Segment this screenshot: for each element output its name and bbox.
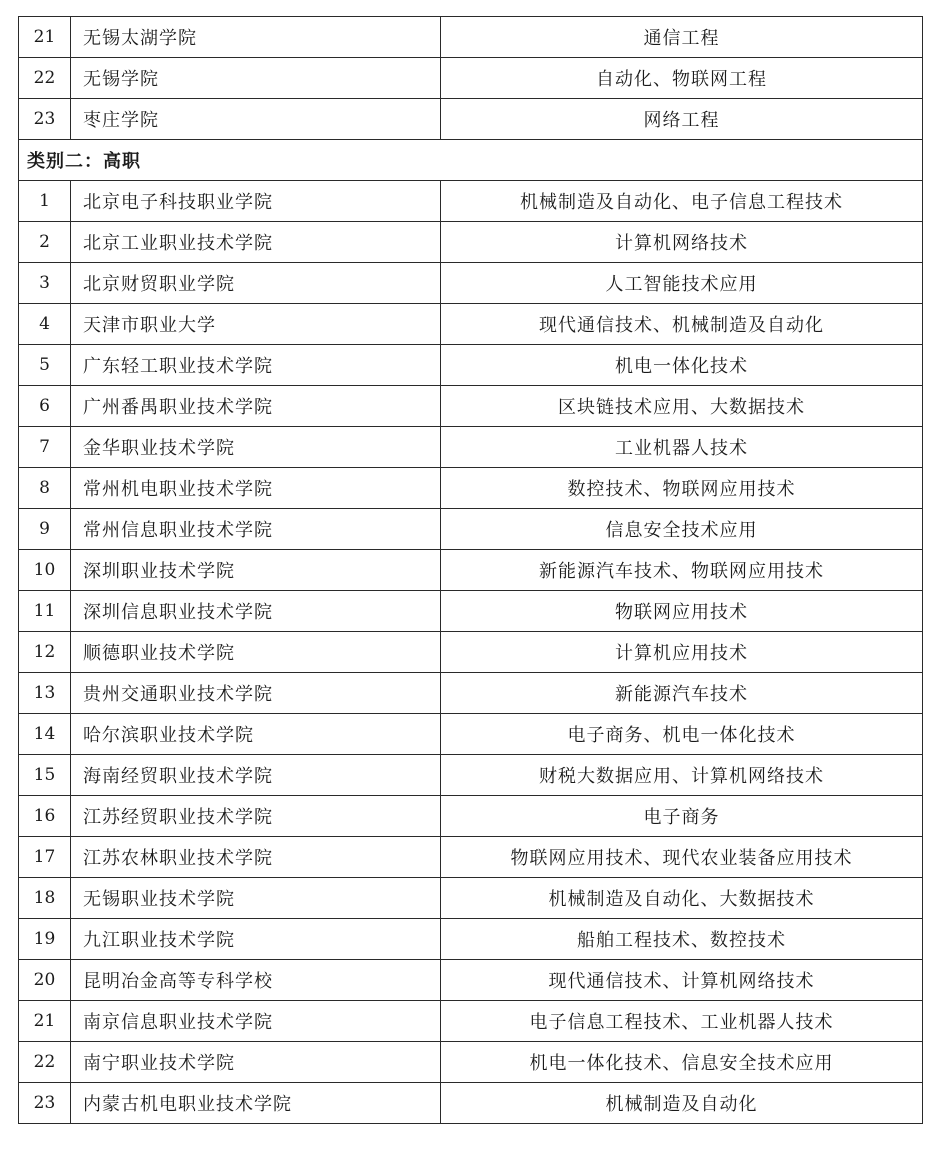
row-number: 22 bbox=[19, 1042, 71, 1083]
major-list: 电子信息工程技术、工业机器人技术 bbox=[441, 1001, 923, 1042]
major-list: 通信工程 bbox=[441, 17, 923, 58]
school-name: 江苏农林职业技术学院 bbox=[71, 837, 441, 878]
table-row bbox=[19, 468, 923, 509]
school-name: 无锡学院 bbox=[71, 58, 441, 99]
row-number: 17 bbox=[19, 837, 71, 878]
table-row bbox=[19, 181, 923, 222]
school-name: 九江职业技术学院 bbox=[71, 919, 441, 960]
table-row bbox=[19, 1042, 923, 1083]
table-row bbox=[19, 755, 923, 796]
row-number: 14 bbox=[19, 714, 71, 755]
row-number: 3 bbox=[19, 263, 71, 304]
table-row bbox=[19, 796, 923, 837]
school-name: 贵州交通职业技术学院 bbox=[71, 673, 441, 714]
major-list: 物联网应用技术 bbox=[441, 591, 923, 632]
school-name: 南京信息职业技术学院 bbox=[71, 1001, 441, 1042]
major-list: 区块链技术应用、大数据技术 bbox=[441, 386, 923, 427]
school-name: 广州番禺职业技术学院 bbox=[71, 386, 441, 427]
major-list: 计算机应用技术 bbox=[441, 632, 923, 673]
major-list: 电子商务 bbox=[441, 796, 923, 837]
row-number: 6 bbox=[19, 386, 71, 427]
major-list: 网络工程 bbox=[441, 99, 923, 140]
major-list: 财税大数据应用、计算机网络技术 bbox=[441, 755, 923, 796]
major-list: 机械制造及自动化、大数据技术 bbox=[441, 878, 923, 919]
row-number: 16 bbox=[19, 796, 71, 837]
row-number: 20 bbox=[19, 960, 71, 1001]
row-number: 4 bbox=[19, 304, 71, 345]
table-row bbox=[19, 591, 923, 632]
school-name: 北京财贸职业学院 bbox=[71, 263, 441, 304]
school-name: 北京工业职业技术学院 bbox=[71, 222, 441, 263]
table-row bbox=[19, 58, 923, 99]
major-list: 电子商务、机电一体化技术 bbox=[441, 714, 923, 755]
major-list: 船舶工程技术、数控技术 bbox=[441, 919, 923, 960]
major-list: 信息安全技术应用 bbox=[441, 509, 923, 550]
row-number: 12 bbox=[19, 632, 71, 673]
row-number: 1 bbox=[19, 181, 71, 222]
table-row bbox=[19, 632, 923, 673]
row-number: 23 bbox=[19, 1083, 71, 1124]
row-number: 7 bbox=[19, 427, 71, 468]
school-name: 海南经贸职业技术学院 bbox=[71, 755, 441, 796]
table-row bbox=[19, 17, 923, 58]
major-list: 机电一体化技术、信息安全技术应用 bbox=[441, 1042, 923, 1083]
school-name: 深圳信息职业技术学院 bbox=[71, 591, 441, 632]
table-row bbox=[19, 919, 923, 960]
major-list: 自动化、物联网工程 bbox=[441, 58, 923, 99]
category-title: 类别二：高职 bbox=[19, 140, 923, 181]
table-row bbox=[19, 878, 923, 919]
table-row bbox=[19, 1001, 923, 1042]
school-name: 常州信息职业技术学院 bbox=[71, 509, 441, 550]
school-name: 枣庄学院 bbox=[71, 99, 441, 140]
school-name: 广东轻工职业技术学院 bbox=[71, 345, 441, 386]
major-list: 人工智能技术应用 bbox=[441, 263, 923, 304]
table-body bbox=[19, 17, 923, 1124]
table-row bbox=[19, 427, 923, 468]
row-number: 5 bbox=[19, 345, 71, 386]
table-row bbox=[19, 550, 923, 591]
table-row bbox=[19, 960, 923, 1001]
school-name: 无锡职业技术学院 bbox=[71, 878, 441, 919]
table-row bbox=[19, 99, 923, 140]
table-row bbox=[19, 345, 923, 386]
row-number: 18 bbox=[19, 878, 71, 919]
school-name: 昆明冶金高等专科学校 bbox=[71, 960, 441, 1001]
row-number: 9 bbox=[19, 509, 71, 550]
major-list: 新能源汽车技术 bbox=[441, 673, 923, 714]
school-major-table bbox=[18, 16, 923, 1124]
table-row bbox=[19, 837, 923, 878]
table-row bbox=[19, 263, 923, 304]
table-row bbox=[19, 386, 923, 427]
major-list: 数控技术、物联网应用技术 bbox=[441, 468, 923, 509]
school-name: 金华职业技术学院 bbox=[71, 427, 441, 468]
school-name: 深圳职业技术学院 bbox=[71, 550, 441, 591]
table-row bbox=[19, 673, 923, 714]
school-name: 无锡太湖学院 bbox=[71, 17, 441, 58]
table-row bbox=[19, 222, 923, 263]
row-number: 21 bbox=[19, 17, 71, 58]
school-name: 南宁职业技术学院 bbox=[71, 1042, 441, 1083]
major-list: 机电一体化技术 bbox=[441, 345, 923, 386]
row-number: 10 bbox=[19, 550, 71, 591]
major-list: 机械制造及自动化 bbox=[441, 1083, 923, 1124]
school-name: 北京电子科技职业学院 bbox=[71, 181, 441, 222]
row-number: 11 bbox=[19, 591, 71, 632]
category-row bbox=[19, 140, 923, 181]
row-number: 15 bbox=[19, 755, 71, 796]
row-number: 21 bbox=[19, 1001, 71, 1042]
school-name: 哈尔滨职业技术学院 bbox=[71, 714, 441, 755]
table-row bbox=[19, 304, 923, 345]
table-row bbox=[19, 1083, 923, 1124]
table-row bbox=[19, 714, 923, 755]
row-number: 19 bbox=[19, 919, 71, 960]
school-name: 常州机电职业技术学院 bbox=[71, 468, 441, 509]
row-number: 13 bbox=[19, 673, 71, 714]
document-page bbox=[18, 16, 922, 1124]
row-number: 22 bbox=[19, 58, 71, 99]
major-list: 计算机网络技术 bbox=[441, 222, 923, 263]
major-list: 工业机器人技术 bbox=[441, 427, 923, 468]
row-number: 23 bbox=[19, 99, 71, 140]
table-row bbox=[19, 509, 923, 550]
major-list: 新能源汽车技术、物联网应用技术 bbox=[441, 550, 923, 591]
school-name: 天津市职业大学 bbox=[71, 304, 441, 345]
row-number: 8 bbox=[19, 468, 71, 509]
row-number: 2 bbox=[19, 222, 71, 263]
major-list: 物联网应用技术、现代农业装备应用技术 bbox=[441, 837, 923, 878]
school-name: 内蒙古机电职业技术学院 bbox=[71, 1083, 441, 1124]
school-name: 顺德职业技术学院 bbox=[71, 632, 441, 673]
school-name: 江苏经贸职业技术学院 bbox=[71, 796, 441, 837]
major-list: 现代通信技术、计算机网络技术 bbox=[441, 960, 923, 1001]
major-list: 机械制造及自动化、电子信息工程技术 bbox=[441, 181, 923, 222]
major-list: 现代通信技术、机械制造及自动化 bbox=[441, 304, 923, 345]
